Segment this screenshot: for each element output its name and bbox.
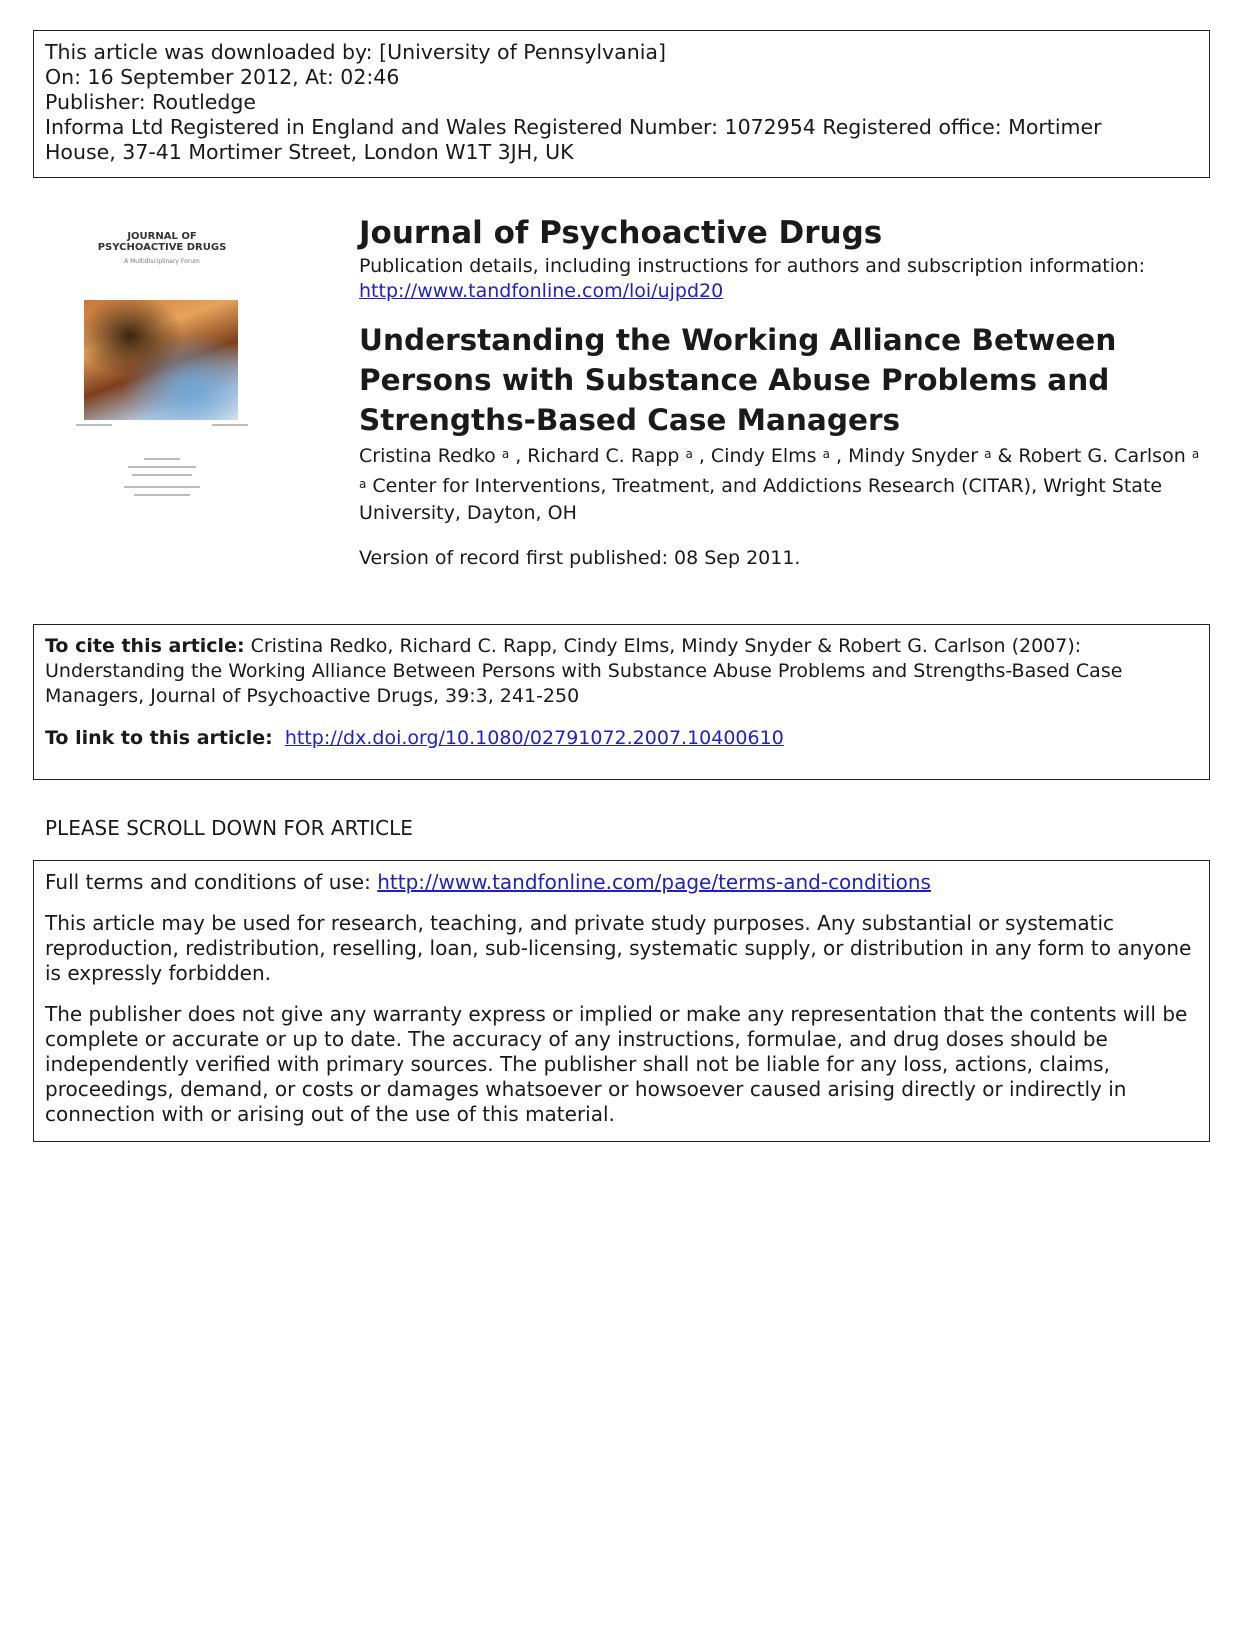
publisher-line: Publisher: Routledge [45,90,257,114]
citation-box [33,624,1210,780]
cover-artwork [84,300,238,420]
cite-label: To cite this article: [45,635,245,657]
affiliation [359,474,1219,526]
cover-editor-line [128,466,196,468]
cite-text: Cristina Redko, Richard C. Rapp, Cindy Elms, Mindy Snyder & Robert G. Carlson (2007): Understanding the Working Alliance Between Persons with Substance Abuse Problems and Strengths-Based Case Managers, Journal of Psychoactive Drugs, 39:3, 241-250 [45,635,1123,707]
journal-url-link[interactable]: http://www.tandfonline.com/loi/ujpd20 [359,280,724,302]
terms-paragraph-disclaimer: The publisher does not give any warranty express or implied or make any representation that the contents will be complete or accurate or up to date. The accuracy of any instructions, formulae, and drug doses should be independently verified with primary sources. The publisher shall not be liable for any loss, actions, claims, proceedings, demand, or costs or damages whatsoever or howsoever caused arising directly or indirectly in connection with or arising out of the use of this material. [45,1002,1188,1126]
author-name: Mindy Snyder [848,445,979,467]
author-separator: , [509,445,528,467]
cover-editor-line [144,458,180,460]
download-notice-box [33,30,1210,178]
cover-title-line-2: PSYCHOACTIVE DRUGS [97,242,227,253]
publication-details [359,254,1219,304]
author-affiliation-mark: a [685,447,693,461]
author-name: Cindy Elms [710,445,817,467]
cover-subtitle: A Multidisciplinary Forum [124,258,200,265]
author-separator: & [991,445,1019,467]
citation-paragraph [45,634,1198,709]
author-name: Robert G. Carlson [1018,445,1186,467]
affiliation-text: Center for Interventions, Treatment, and Addictions Research (CITAR), Wright State University, Dayton, OH [359,475,1163,524]
registered-line-2: House, 37-41 Mortimer Street, London W1T 3JH, UK [45,140,574,164]
author-separator: , [692,445,711,467]
downloaded-by-line: This article was downloaded by: [University of Pennsylvania] [45,40,666,64]
author-list [359,444,1219,471]
article-link-row [45,726,1198,751]
journal-cover-image [62,218,262,508]
cover-publisher-line [134,494,190,496]
affiliation-mark: a [359,477,367,491]
terms-link-paragraph [45,870,1198,895]
version-of-record: Version of record first published: 08 Sep 2011. [359,547,801,569]
cover-editor-line [132,474,192,476]
terms-label: Full terms and conditions of use: [45,870,378,894]
author-name: Cristina Redko [359,445,496,467]
scroll-down-notice: PLEASE SCROLL DOWN FOR ARTICLE [45,816,413,840]
terms-paragraph-usage: This article may be used for research, teaching, and private study purposes. Any substantial or systematic reproduction, redistribution, reselling, loan, sub-licensing, systematic supply, or distribution in any form to anyone is expressly forbidden. [45,911,1192,985]
doi-link[interactable]: http://dx.doi.org/10.1080/02791072.2007.10400610 [284,727,784,749]
author-affiliation-mark: a [984,447,992,461]
registered-line-1: Informa Ltd Registered in England and Wales Registered Number: 1072954 Registered office: Mortimer [45,115,1102,139]
link-label: To link to this article: [45,727,273,749]
author-affiliation-mark: a [1191,447,1200,461]
cover-publisher-line [124,486,200,488]
cover-volume-mark [76,424,112,426]
publication-details-text: Publication details, including instructions for authors and subscription information: [359,255,1146,277]
cover-title-line-1: JOURNAL OF [127,231,197,242]
download-date-line: On: 16 September 2012, At: 02:46 [45,65,400,89]
terms-box [33,860,1210,1142]
author-affiliation-mark: a [822,447,830,461]
terms-url-link[interactable]: http://www.tandfonline.com/page/terms-and-conditions [377,870,931,894]
cover-issn-mark [212,424,248,426]
author-name: Richard C. Rapp [527,445,680,467]
article-title: Understanding the Working Alliance Between Persons with Substance Abuse Problems and Strengths-Based Case Managers [359,323,1117,437]
author-separator: , [829,445,849,467]
journal-title: Journal of Psychoactive Drugs [359,215,883,251]
author-affiliation-mark: a [501,447,510,461]
